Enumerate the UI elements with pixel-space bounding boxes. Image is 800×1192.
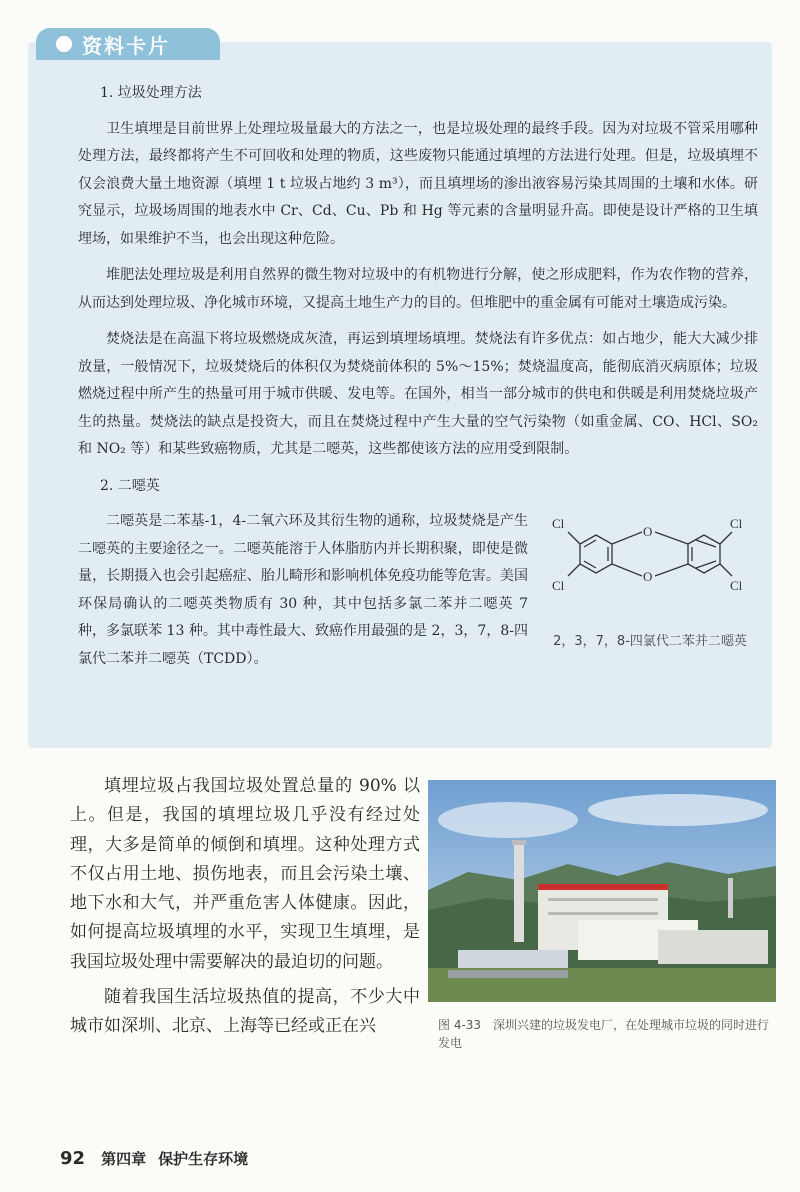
paragraph-incineration: 焚烧法是在高温下将垃圾燃烧成灰渣，再运到填埋场填埋。焚烧法有许多优点：如占地少，能大大减少排放量，一般情况下，垃圾焚烧后的体积仅为焚烧前体积的 5%～15%；焚烧温度高，能彻底消灭病原体；垃圾燃烧过程中所产生的热量可用于城市供暖、发电等。在国外，相当一部分城市的供电和供暖是利用焚烧垃圾产生的热量。焚烧法的缺点是投资大，而且在焚烧过程中产生大量的空气污染物（如重金属、CO、HCl、SO₂ 和 NO₂ 等）和某些致癌物质，尤其是二噁英，这些都使该方法的应用受到限制。 (78, 331, 758, 457)
dioxin-section (78, 508, 758, 673)
chlorine-label: Cl (730, 578, 743, 593)
info-card-title: 资料卡片 (82, 33, 170, 58)
chlorine-label: Cl (730, 516, 743, 531)
paragraph-compost: 堆肥法处理垃圾是利用自然界的微生物对垃圾中的有机物进行分解，使之形成肥料，作为农作物的营养，从而达到处理垃圾、净化城市环境，又提高土地生产力的目的。但堆肥中的重金属有可能对土壤造成污染。 (78, 267, 758, 311)
main-text (70, 772, 420, 1048)
chapter-title: 保护生存环境 (158, 1150, 249, 1168)
paragraph-landfill: 卫生填埋是目前世界上处理垃圾量最大的方法之一，也是垃圾处理的最终手段。因为对垃圾不管采用哪种处理方法，最终都将产生不可回收和处理的物质，这些废物只能通过填埋的方法进行处理。但是，垃圾填埋不仅会浪费大量土地资源（填埋 1 t 垃圾占地约 3 m³），而且填埋场的渗出液容易污染其周围的土壤和水体。研究显示，垃圾场周围的地表水中 Cr、Cd、Cu、Pb 和 Hg 等元素的含量明显升高。即使是设计严格的卫生填埋场，如果维护不当，也会出现这种危险。 (78, 120, 758, 247)
photo-caption: 图 4-33 深圳兴建的垃圾发电厂，在处理城市垃圾的同时进行发电 (438, 1018, 770, 1050)
molecule-caption: 2，3，7，8-四氯代二苯并二噁英 (553, 633, 747, 649)
chlorine-label: Cl (552, 516, 565, 531)
paragraph-heat-value: 随着我国生活垃圾热值的提高，不少大中城市如深圳、北京、上海等已经或正在兴 (70, 987, 420, 1037)
oxygen-label-top: O (643, 524, 653, 539)
power-plant-illustration (428, 780, 776, 1002)
page-number: 92 (60, 1148, 86, 1169)
chlorine-label: Cl (552, 578, 565, 593)
paragraph-dioxin: 二噁英是二苯基-1，4-二氧六环及其衍生物的通称，垃圾焚烧是产生二噁英的主要途径之一。二噁英能溶于人体脂肪内并长期积聚，即使是微量，长期摄入也会引起癌症、胎儿畸形和影响机体免疫功能等危害。美国环保局确认的二噁英类物质有 30 种，其中包括多氯二苯并二噁英 7 种，多氯联苯 13 种。其中毒性最大、致癌作用最强的是 2，3，7，8-四氯代二苯并二噁英（TCDD）。 (78, 513, 528, 667)
tcdd-structure-diagram (540, 508, 760, 613)
oxygen-label-bottom: O (643, 569, 653, 584)
info-card-body (78, 80, 758, 682)
circle-icon (56, 36, 72, 52)
chapter-label: 第四章 (101, 1150, 147, 1168)
section-heading-1: 1. 垃圾处理方法 (100, 85, 202, 101)
info-card-tab (36, 28, 220, 60)
molecule-figure (540, 508, 760, 655)
power-plant-photo (428, 780, 776, 1002)
page-footer (60, 1148, 248, 1169)
section-heading-2: 2. 二噁英 (100, 477, 160, 494)
paragraph-landfill-status: 填埋垃圾占我国垃圾处置总量的 90% 以上。但是，我国的填埋垃圾几乎没有经过处理，大多是简单的倾倒和填埋。这种处理方式不仅占用土地、损伤地表，而且会污染土壤、地下水和大气，并严重危害人体健康。因此，如何提高垃圾填埋的水平，实现卫生填埋，是我国垃圾处理中需要解决的最迫切的问题。 (70, 776, 420, 972)
